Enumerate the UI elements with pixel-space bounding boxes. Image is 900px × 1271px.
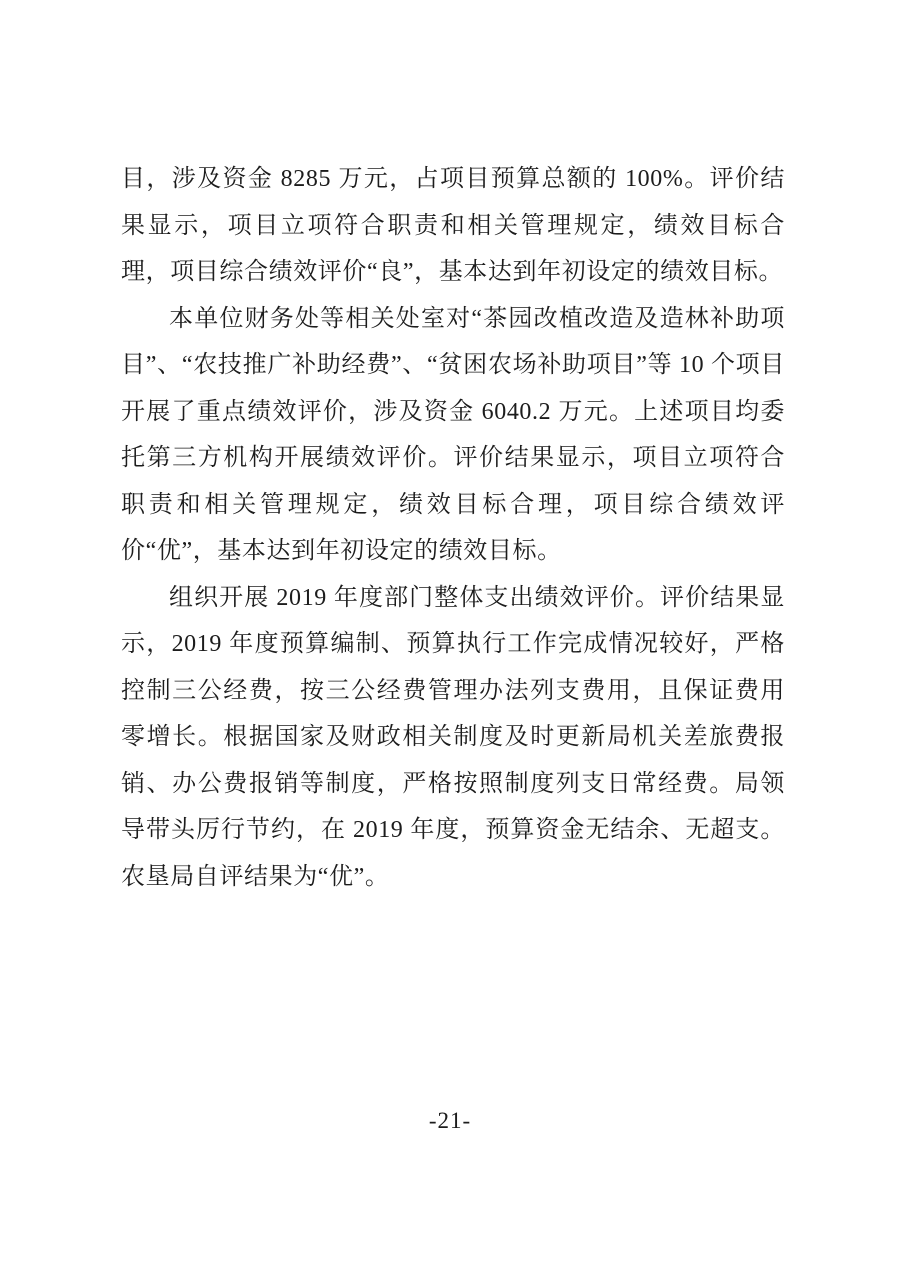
paragraph: 本单位财务处等相关处室对“茶园改植改造及造林补助项目”、“农技推广补助经费”、“贫困农场补助项目”等 10 个项目开展了重点绩效评价，涉及资金 6040.2 万元。上述项目均委托第三方机构开展绩效评价。评价结果显示，项目立项符合职责和相关管理规定，绩效目标合理，项目综合绩效评价“优”，基本达到年初设定的绩效目标。 <box>121 305 785 564</box>
paragraph-continuation: 目，涉及资金 8285 万元，占项目预算总额的 100%。评价结果显示，项目立项符合职责和相关管理规定，绩效目标合理，项目综合绩效评价“良”，基本达到年初设定的绩效目标。 <box>121 166 785 285</box>
paragraph: 组织开展 2019 年度部门整体支出绩效评价。评价结果显示，2019 年度预算编制、预算执行工作完成情况较好，严格控制三公经费，按三公经费管理办法列支费用，且保证费用零增长。根据国家及财政相关制度及时更新局机关差旅费报销、办公费报销等制度，严格按照制度列支日常经费。局领导带头厉行节约，在 2019 年度，预算资金无结余、无超支。农垦局自评结果为“优”。 <box>121 584 785 890</box>
text-block <box>121 156 785 900</box>
page-number: -21- <box>428 1108 472 1133</box>
page-footer <box>0 1108 900 1134</box>
